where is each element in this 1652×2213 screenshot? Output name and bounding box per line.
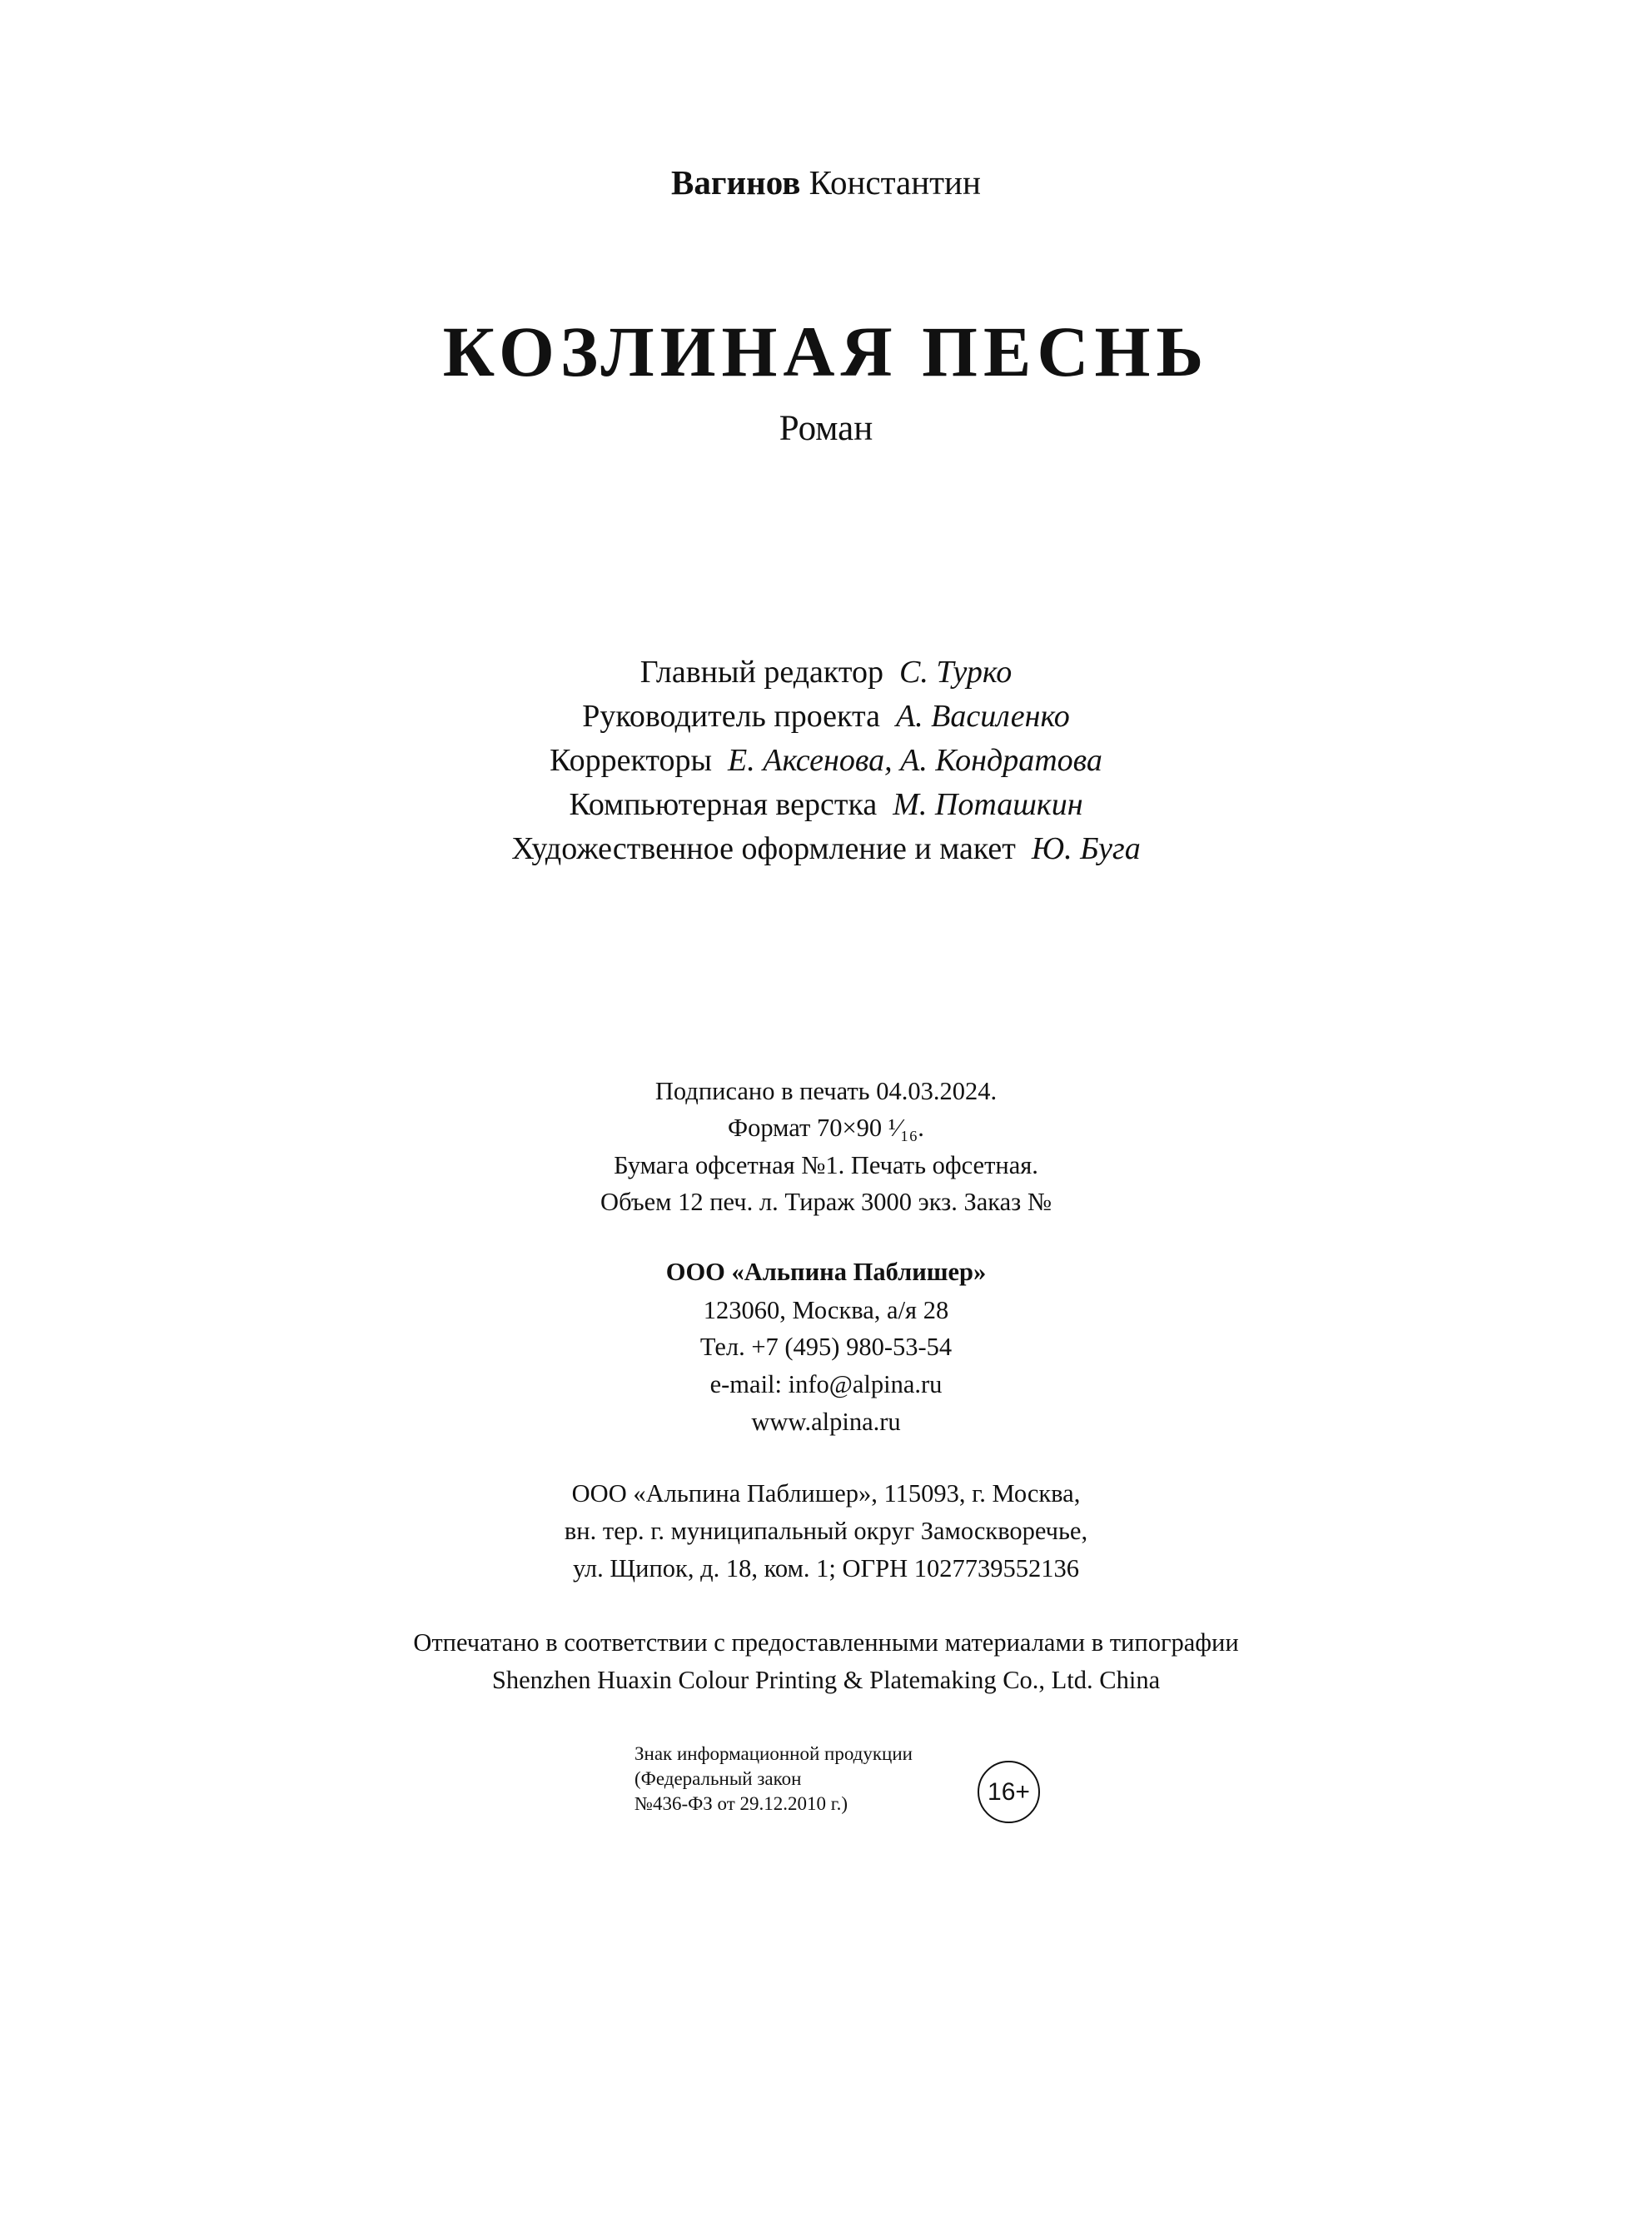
age-label-text bbox=[634, 1742, 913, 1817]
printed-line: Shenzhen Huaxin Colour Printing & Platemaking Co., Ltd. China bbox=[491, 1666, 1161, 1694]
credit-role: Компьютерная верстка bbox=[569, 787, 878, 822]
credit-person: С. Турко bbox=[898, 655, 1013, 690]
age-label-block bbox=[634, 1742, 1051, 1842]
credit-person: Ю. Буга bbox=[1031, 831, 1141, 866]
print-info-line: Бумага офсетная №1. Печать офсетная. bbox=[614, 1151, 1038, 1179]
publisher-phone: Тел. +7 (495) 980-53-54 bbox=[699, 1333, 953, 1361]
author-surname: Вагинов bbox=[671, 163, 801, 202]
legal-line: ООО «Альпина Паблишер», 115093, г. Москва, bbox=[571, 1479, 1081, 1508]
age-label-line: №436-ФЗ от 29.12.2010 г.) bbox=[634, 1793, 848, 1814]
credit-line bbox=[0, 698, 1652, 735]
credit-line bbox=[0, 742, 1652, 779]
legal-line: вн. тер. г. муниципальный округ Замоскворечье, bbox=[564, 1517, 1088, 1545]
book-subtitle: Роман bbox=[779, 409, 873, 448]
credit-role: Руководитель проекта bbox=[582, 699, 880, 734]
credit-line bbox=[0, 830, 1652, 867]
legal-line: ул. Щипок, д. 18, ком. 1; ОГРН 1027739552136 bbox=[573, 1554, 1079, 1582]
print-info-line: Объем 12 печ. л. Тираж 3000 экз. Заказ № bbox=[600, 1188, 1052, 1216]
age-rating-badge: 16+ bbox=[978, 1761, 1040, 1823]
credit-person: М. Поташкин bbox=[893, 787, 1083, 822]
credit-role: Главный редактор bbox=[639, 655, 883, 690]
credit-person: Е. Аксенова, А. Кондратова bbox=[728, 743, 1102, 778]
credit-role: Художественное оформление и макет bbox=[511, 831, 1016, 866]
credit-line bbox=[0, 786, 1652, 823]
credit-line bbox=[0, 654, 1652, 690]
print-info-line: Формат 70×90 ¹⁄₁₆. bbox=[728, 1114, 924, 1142]
age-label-line: Знак информационной продукции bbox=[634, 1743, 913, 1764]
publisher-email: e-mail: info@alpina.ru bbox=[709, 1370, 943, 1398]
credit-person: А. Василенко bbox=[895, 699, 1070, 734]
publisher-address: 123060, Москва, а/я 28 bbox=[703, 1296, 949, 1324]
publisher-website: www.alpina.ru bbox=[751, 1408, 901, 1436]
print-info-line: Подписано в печать 04.03.2024. bbox=[654, 1077, 998, 1105]
credit-role: Корректоры bbox=[550, 743, 713, 778]
age-label-line: (Федеральный закон bbox=[634, 1768, 802, 1789]
printed-line: Отпечатано в соответствии с предоставленными материалами в типографии bbox=[413, 1628, 1239, 1657]
publisher-name: ООО «Альпина Паблишер» bbox=[665, 1258, 987, 1286]
author-line bbox=[0, 162, 1652, 202]
author-name: Константин bbox=[809, 163, 981, 202]
book-title: КОЗЛИНАЯ ПЕСНЬ bbox=[442, 312, 1210, 391]
